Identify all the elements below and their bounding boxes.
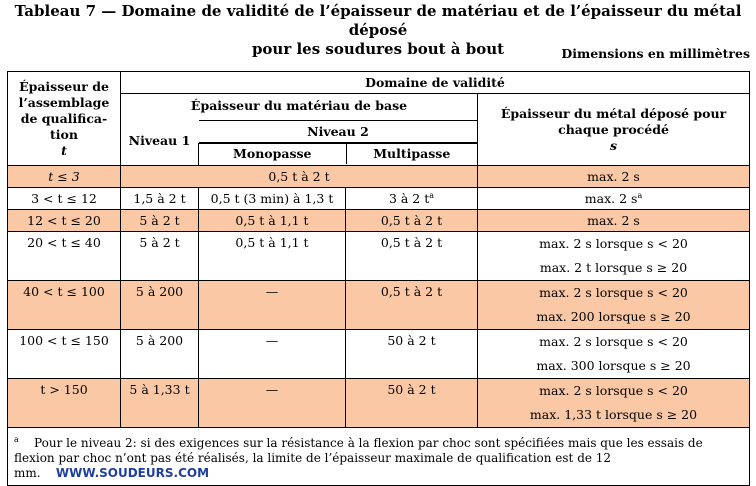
footnote-row xyxy=(8,428,750,486)
row-level1: 5 à 200 xyxy=(121,281,199,330)
header-validity-domain: Domaine de validité xyxy=(121,72,750,94)
header-level2-label: Niveau 2 xyxy=(199,120,477,142)
row-multipass: 50 à 2 t xyxy=(346,379,478,428)
row-monopass: — xyxy=(199,281,346,330)
deposit-line-2: max. 1,33 t lorsque s ≥ 20 xyxy=(529,407,698,422)
row-multipass xyxy=(346,188,478,210)
row-monopass: 0,5 t à 1,1 t xyxy=(199,210,346,232)
row-monopass: — xyxy=(199,330,346,379)
table-row xyxy=(8,232,750,281)
row-range: t ≤ 3 xyxy=(48,169,80,184)
row-monopass: 0,5 t (3 min) à 1,3 t xyxy=(199,188,346,210)
row-range: t > 150 xyxy=(8,379,121,428)
header-thickness-symbol: t xyxy=(61,142,67,158)
row-monopass: 0,5 t à 1,1 t xyxy=(199,232,346,281)
row-deposit xyxy=(478,232,750,281)
table-row xyxy=(8,166,750,188)
table-row xyxy=(8,281,750,330)
footnote-marker: a xyxy=(14,435,19,444)
row-level1: 5 à 200 xyxy=(121,330,199,379)
row-level1: 5 à 2 t xyxy=(121,232,199,281)
row-multipass: 50 à 2 t xyxy=(346,330,478,379)
header-deposited-metal xyxy=(478,94,750,166)
footnote-text: Pour le niveau 2: si des exigences sur la résistance à la flexion par choc sont spécifiées mais que les essais de flexion par choc n’ont pas été réalisés, la limite de l’épaisseur maximale de qualification est de 12 mm. xyxy=(14,436,703,480)
row-deposit xyxy=(478,330,750,379)
deposit-line-1: max. 2 s lorsque s < 20 xyxy=(539,236,688,251)
website-watermark[interactable]: WWW.SOUDEURS.COM xyxy=(55,466,210,480)
header-monopass: Monopasse xyxy=(199,143,347,164)
header-deposited-symbol: s xyxy=(609,137,618,153)
row-range: 40 < t ≤ 100 xyxy=(8,281,121,330)
row-level1: 5 à 2 t xyxy=(121,210,199,232)
header-deposited-label: Épaisseur du métal déposé pour chaque procédé xyxy=(500,105,727,137)
row-multipass: 0,5 t à 2 t xyxy=(346,232,478,281)
header-level1: Niveau 1 xyxy=(121,130,199,152)
header-thickness xyxy=(8,72,121,166)
row-deposit xyxy=(478,188,750,210)
header-level2 xyxy=(199,123,478,166)
dimensions-note: Dimensions en millimètres xyxy=(561,46,750,61)
row-deposit xyxy=(478,281,750,330)
row-deposit: max. 2 s xyxy=(478,210,750,232)
table-row xyxy=(8,210,750,232)
deposit-line-1: max. 2 s lorsque s < 20 xyxy=(539,285,688,300)
deposit-line-2: max. 2 t lorsque s ≥ 20 xyxy=(539,260,688,275)
header-thickness-label: Épaisseur de l’assemblage de qualifica-tion xyxy=(18,78,110,142)
table-row xyxy=(8,330,750,379)
row-multipass: 0,5 t à 2 t xyxy=(346,281,478,330)
row-range: 3 < t ≤ 12 xyxy=(8,188,121,210)
title-line-2: pour les soudures bout à bout xyxy=(251,40,505,58)
footnote-ref: a xyxy=(429,190,435,200)
row-level1: 1,5 à 2 t xyxy=(121,188,199,210)
row-multipass: 0,5 t à 2 t xyxy=(346,210,478,232)
row-range: 20 < t ≤ 40 xyxy=(8,232,121,281)
deposit-line-2: max. 200 lorsque s ≥ 20 xyxy=(536,309,691,324)
header-multipass: Multipasse xyxy=(373,145,451,161)
table-row xyxy=(8,188,750,210)
table-row xyxy=(8,379,750,428)
row-level1: 5 à 1,33 t xyxy=(121,379,199,428)
title-line-1: Tableau 7 — Domaine de validité de l’épaisseur de matériau et de l’épaisseur du métal déposé xyxy=(14,2,742,39)
footnote-ref: a xyxy=(637,190,643,200)
row-merged-base: 0,5 t à 2 t xyxy=(121,166,478,188)
deposit-line-1: max. 2 s lorsque s < 20 xyxy=(539,383,688,398)
footnote xyxy=(8,428,750,486)
row-deposit: max. 2 s xyxy=(478,166,750,188)
row-range: 12 < t ≤ 20 xyxy=(8,210,121,232)
row-deposit xyxy=(478,379,750,428)
deposit-line-1: max. 2 s lorsque s < 20 xyxy=(539,334,688,349)
validity-table xyxy=(7,71,750,486)
header-base-material-label: Épaisseur du matériau de base xyxy=(190,98,408,113)
row-multipass-value: 3 à 2 t xyxy=(388,191,430,207)
row-monopass: — xyxy=(199,379,346,428)
deposit-line-2: max. 300 lorsque s ≥ 20 xyxy=(536,358,691,373)
row-deposit-value: max. 2 s xyxy=(584,191,638,207)
row-range: 100 < t ≤ 150 xyxy=(8,330,121,379)
